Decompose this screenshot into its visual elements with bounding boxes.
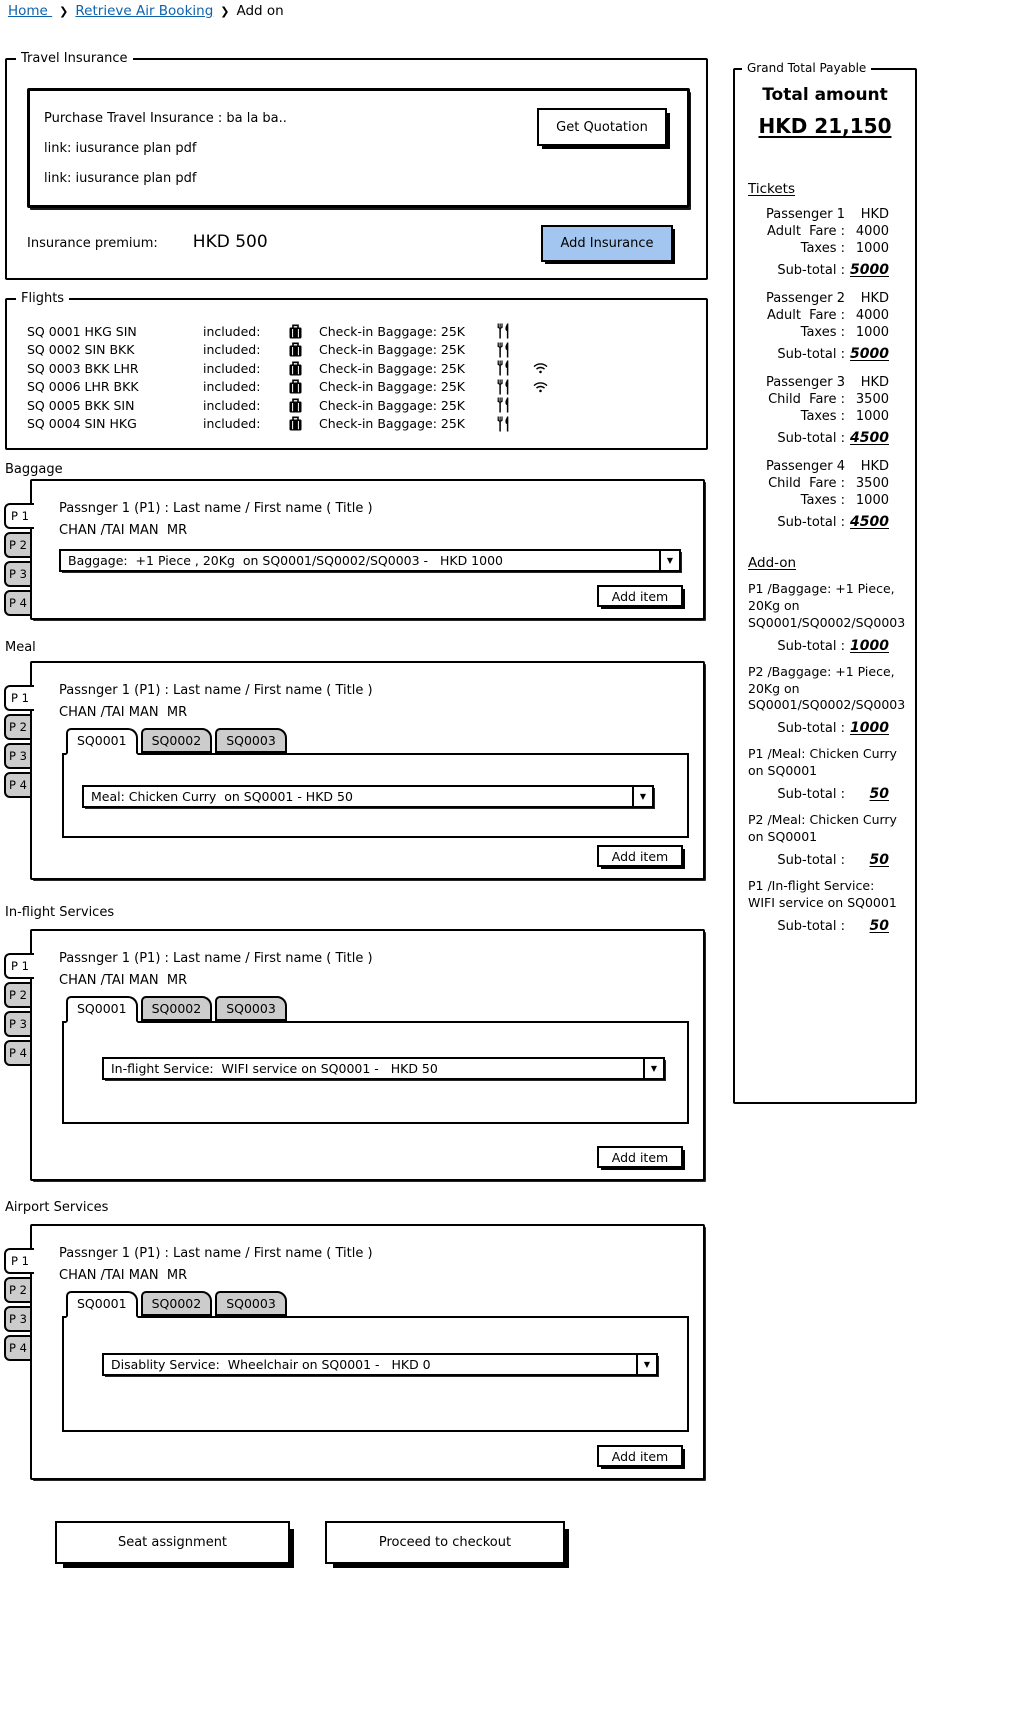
insurance-premium-row — [27, 232, 268, 252]
flights-list — [7, 322, 706, 433]
flight-segment-tab[interactable]: SQ0003 — [215, 728, 287, 753]
flight-segment-tab[interactable]: SQ0002 — [141, 1291, 213, 1316]
addon-summary-item — [735, 664, 915, 737]
insurance-plan-link[interactable]: link: iusurance plan pdf — [44, 141, 197, 156]
passenger-tab[interactable]: P 4 — [4, 1335, 32, 1361]
flight-segment-tabs — [66, 728, 703, 753]
fare-value: 3500 — [855, 476, 889, 491]
fare-row — [735, 392, 915, 407]
passenger-fare-block — [735, 207, 915, 278]
breadcrumb — [8, 3, 284, 19]
baggage-section — [9, 479, 705, 620]
taxes-row — [735, 409, 915, 424]
taxes-row — [735, 493, 915, 508]
passenger-name: CHAN /TAI MAN MR — [59, 523, 188, 538]
included-label: included: — [203, 323, 261, 339]
breadcrumb-current-add-on: Add on — [236, 3, 284, 19]
flight-segment-tab[interactable]: SQ0002 — [141, 728, 213, 753]
airport-services-section — [9, 1224, 705, 1480]
subtotal-label: Sub-total : — [777, 787, 845, 802]
caret-down-icon: ▼ — [632, 787, 652, 806]
briefcase-icon — [289, 342, 302, 357]
meal-tab-panel — [62, 753, 689, 838]
passenger-tabs — [4, 1248, 32, 1364]
subtotal-label: Sub-total : — [777, 918, 845, 934]
fare-value: 3500 — [855, 392, 889, 407]
airport-tab-panel — [62, 1316, 689, 1432]
subtotal-label: Sub-total : — [777, 721, 845, 737]
insurance-description: Purchase Travel Insurance : ba la ba.. — [44, 111, 287, 126]
checkin-baggage-label: Check-in Baggage: 25K — [319, 379, 466, 395]
fare-label: Child Fare : — [768, 392, 845, 407]
included-label: included: — [203, 342, 261, 358]
seat-assignment-button[interactable]: Seat assignment — [55, 1521, 290, 1564]
subtotal-label: Sub-total : — [777, 638, 845, 654]
subtotal-row — [735, 720, 915, 736]
flight-number-route: SQ 0005 BKK SIN — [27, 397, 135, 413]
addon-description: P2 /Meal: Chicken Curry on SQ0001 — [748, 812, 905, 844]
passenger-tab[interactable]: P 1 — [4, 685, 34, 711]
get-quotation-button[interactable]: Get Quotation — [537, 108, 667, 146]
fare-label: Adult Fare : — [767, 308, 845, 323]
flight-segment-tabs — [66, 1291, 703, 1316]
currency-label: HKD — [860, 207, 889, 222]
flight-segment-tab[interactable]: SQ0003 — [215, 1291, 287, 1316]
subtotal-row — [735, 430, 915, 446]
fare-row — [735, 476, 915, 491]
passenger-tabs — [4, 503, 32, 619]
chevron-right-icon: ❯ — [220, 4, 230, 18]
grand-total-legend: Grand Total Payable — [742, 61, 871, 75]
passenger-title-row — [735, 207, 915, 222]
subtotal-value: 1000 — [850, 637, 889, 654]
wifi-icon — [533, 381, 548, 393]
inflight-services-section — [9, 929, 705, 1181]
subtotal-value: 4500 — [850, 430, 889, 446]
flight-segment-tab[interactable]: SQ0002 — [141, 996, 213, 1021]
flight-number-route: SQ 0004 SIN HKG — [27, 416, 137, 432]
passenger-tab[interactable]: P 3 — [4, 1011, 32, 1037]
checkin-baggage-label: Check-in Baggage: 25K — [319, 397, 466, 413]
passenger-name: CHAN /TAI MAN MR — [59, 973, 188, 988]
briefcase-icon — [289, 398, 302, 413]
passenger-header: Passnger 1 (P1) : Last name / First name ( Title ) — [59, 683, 373, 698]
inflight-service-dropdown[interactable] — [102, 1057, 665, 1080]
inflight-section-title: In-flight Services — [5, 905, 115, 920]
passenger-fare-block — [735, 459, 915, 530]
briefcase-icon — [289, 361, 302, 376]
taxes-row — [735, 325, 915, 340]
addon-summary-item — [735, 746, 915, 802]
currency-label: HKD — [860, 291, 889, 306]
passenger-tab[interactable]: P 3 — [4, 561, 32, 587]
utensils-icon — [497, 323, 510, 339]
taxes-value: 1000 — [855, 409, 889, 424]
fare-row — [735, 224, 915, 239]
passenger-tab[interactable]: P 2 — [4, 532, 32, 558]
subtotal-row — [735, 786, 915, 802]
tickets-heading: Tickets — [748, 181, 795, 197]
subtotal-value: 50 — [869, 917, 889, 934]
briefcase-icon — [289, 324, 302, 339]
caret-down-icon: ▼ — [636, 1355, 656, 1374]
fare-label: Adult Fare : — [767, 224, 845, 239]
passenger-tab[interactable]: P 2 — [4, 1277, 32, 1303]
taxes-value: 1000 — [855, 493, 889, 508]
chevron-right-icon: ❯ — [59, 4, 69, 18]
passenger-title-row — [735, 291, 915, 306]
utensils-icon — [497, 360, 510, 376]
currency-label: HKD — [860, 375, 889, 390]
subtotal-label: Sub-total : — [777, 431, 845, 446]
flights-legend: Flights — [16, 291, 69, 306]
passenger-title: Passenger 1 — [765, 207, 845, 222]
fare-label: Child Fare : — [768, 476, 845, 491]
caret-down-icon: ▼ — [643, 1059, 663, 1078]
passenger-tab[interactable]: P 3 — [4, 1306, 32, 1332]
checkin-baggage-label: Check-in Baggage: 25K — [319, 342, 466, 358]
passenger-tab[interactable]: P 4 — [4, 1040, 32, 1066]
flight-number-route: SQ 0003 BKK LHR — [27, 360, 139, 376]
flight-segment-tab[interactable]: SQ0001 — [66, 996, 138, 1023]
flight-number-route: SQ 0006 LHR BKK — [27, 379, 139, 395]
subtotal-value: 5000 — [850, 262, 889, 278]
addon-description: P1 /In-flight Service: WIFI service on SQ0001 — [748, 877, 897, 910]
airport-section-title: Airport Services — [5, 1200, 109, 1215]
add-insurance-button[interactable]: Add Insurance — [541, 225, 673, 262]
passenger-tab[interactable]: P 4 — [4, 772, 32, 798]
grand-total-panel — [733, 61, 917, 1104]
passenger-tab[interactable]: P 1 — [4, 503, 34, 529]
addon-description: P1 /Meal: Chicken Curry on SQ0001 — [748, 746, 905, 779]
passenger-name: CHAN /TAI MAN MR — [59, 1268, 188, 1283]
addon-heading: Add-on — [748, 555, 797, 571]
passenger-tab[interactable]: P 2 — [4, 982, 32, 1008]
currency-label: HKD — [860, 459, 889, 474]
included-label: included: — [203, 416, 261, 432]
passenger-tabs — [4, 685, 32, 801]
flight-segment-tab[interactable]: SQ0001 — [66, 1291, 138, 1318]
subtotal-value: 50 — [869, 786, 889, 802]
subtotal-row — [735, 262, 915, 278]
subtotal-row — [735, 514, 915, 530]
passenger-title-row — [735, 375, 915, 390]
subtotal-value: 5000 — [850, 346, 889, 362]
meal-dropdown[interactable] — [82, 785, 654, 808]
fare-row — [735, 308, 915, 323]
meal-section-title: Meal — [5, 640, 36, 655]
disability-service-dropdown-value: Disablity Service: Wheelchair on SQ0001 - HKD 0 — [111, 1357, 431, 1372]
subtotal-value: 50 — [869, 851, 889, 868]
travel-insurance-section — [5, 51, 708, 280]
insurance-premium-value: HKD 500 — [192, 232, 268, 252]
flight-number-route: SQ 0002 SIN BKK — [27, 342, 135, 358]
proceed-to-checkout-button[interactable]: Proceed to checkout — [325, 1521, 565, 1564]
wifi-icon — [533, 362, 548, 374]
fare-value: 4000 — [855, 224, 889, 239]
taxes-value: 1000 — [855, 325, 889, 340]
passenger-tab[interactable]: P 2 — [4, 714, 32, 740]
flights-section — [5, 291, 708, 450]
baggage-add-item-button[interactable]: Add item — [597, 585, 683, 607]
subtotal-row — [735, 918, 915, 934]
disability-service-dropdown[interactable] — [102, 1353, 658, 1376]
subtotal-label: Sub-total : — [777, 515, 845, 530]
insurance-info-box — [27, 88, 690, 208]
breadcrumb-home-link[interactable]: Home — [8, 3, 53, 19]
utensils-icon — [497, 416, 510, 432]
checkin-baggage-label: Check-in Baggage: 25K — [319, 323, 466, 339]
inflight-tab-panel — [62, 1021, 689, 1124]
subtotal-label: Sub-total : — [777, 263, 845, 278]
passenger-fare-block — [735, 375, 915, 446]
subtotal-label: Sub-total : — [777, 347, 845, 362]
passenger-title: Passenger 3 — [765, 375, 845, 390]
insurance-plan-link[interactable]: link: iusurance plan pdf — [44, 171, 197, 186]
subtotal-value: 4500 — [850, 514, 889, 530]
baggage-dropdown-value: Baggage: +1 Piece , 20Kg on SQ0001/SQ0002/SQ0003 - HKD 1000 — [68, 553, 503, 568]
passenger-fare-block — [735, 291, 915, 362]
utensils-icon — [497, 342, 510, 358]
passenger-tab[interactable]: P 1 — [4, 953, 34, 979]
checkin-baggage-label: Check-in Baggage: 25K — [319, 360, 466, 376]
utensils-icon — [497, 397, 510, 413]
addon-description: P2 /Baggage: +1 Piece, 20Kg on SQ0001/SQ0002/SQ0003 — [748, 663, 906, 713]
passenger-name: CHAN /TAI MAN MR — [59, 705, 188, 720]
included-label: included: — [203, 379, 261, 395]
fare-value: 4000 — [855, 308, 889, 323]
subtotal-row — [735, 852, 915, 868]
airport-add-item-button[interactable]: Add item — [597, 1445, 683, 1467]
passenger-header: Passnger 1 (P1) : Last name / First name ( Title ) — [59, 501, 373, 516]
addon-summary-item — [735, 878, 915, 934]
briefcase-icon — [289, 416, 302, 431]
baggage-section-title: Baggage — [5, 462, 63, 477]
passenger-title: Passenger 2 — [765, 291, 845, 306]
included-label: included: — [203, 397, 261, 413]
passenger-tabs — [4, 953, 32, 1069]
briefcase-icon — [289, 379, 302, 394]
total-amount-value: HKD 21,150 — [758, 114, 892, 138]
meal-add-item-button[interactable]: Add item — [597, 845, 683, 867]
passenger-tab[interactable]: P 4 — [4, 590, 32, 616]
inflight-service-dropdown-value: In-flight Service: WIFI service on SQ0001 - HKD 50 — [111, 1061, 438, 1076]
inflight-add-item-button[interactable]: Add item — [597, 1146, 683, 1168]
passenger-title: Passenger 4 — [765, 459, 845, 474]
passenger-tab[interactable]: P 1 — [4, 1248, 34, 1274]
passenger-header: Passnger 1 (P1) : Last name / First name ( Title ) — [59, 951, 373, 966]
passenger-header: Passnger 1 (P1) : Last name / First name ( Title ) — [59, 1246, 373, 1261]
passenger-tab[interactable]: P 3 — [4, 743, 32, 769]
included-label: included: — [203, 360, 261, 376]
taxes-row — [735, 241, 915, 256]
flight-segment-tabs — [66, 996, 703, 1021]
flight-number-route: SQ 0001 HKG SIN — [27, 323, 137, 339]
breadcrumb-retrieve-air-booking-link[interactable]: Retrieve Air Booking — [75, 3, 214, 19]
taxes-label: Taxes : — [800, 409, 845, 424]
insurance-premium-label: Insurance premium: — [27, 236, 158, 251]
total-amount-label: Total amount — [762, 85, 888, 105]
travel-insurance-legend: Travel Insurance — [16, 51, 133, 66]
checkin-baggage-label: Check-in Baggage: 25K — [319, 416, 466, 432]
taxes-label: Taxes : — [800, 325, 845, 340]
meal-dropdown-value: Meal: Chicken Curry on SQ0001 - HKD 50 — [91, 789, 353, 804]
meal-section — [9, 661, 705, 880]
subtotal-value: 1000 — [850, 720, 889, 737]
flight-segment-tab[interactable]: SQ0003 — [215, 996, 287, 1021]
baggage-dropdown[interactable] — [59, 549, 681, 572]
passenger-title-row — [735, 459, 915, 474]
utensils-icon — [497, 379, 510, 395]
flight-segment-tab[interactable]: SQ0001 — [66, 728, 138, 755]
taxes-label: Taxes : — [800, 241, 845, 256]
taxes-label: Taxes : — [800, 493, 845, 508]
addon-description: P1 /Baggage: +1 Piece, 20Kg on SQ0001/SQ0002/SQ0003 — [748, 581, 906, 630]
subtotal-row — [735, 638, 915, 654]
caret-down-icon: ▼ — [659, 551, 679, 570]
subtotal-row — [735, 346, 915, 362]
addon-summary-item — [735, 812, 915, 868]
addon-summary-item — [735, 581, 915, 654]
taxes-value: 1000 — [855, 241, 889, 256]
subtotal-label: Sub-total : — [777, 852, 845, 868]
